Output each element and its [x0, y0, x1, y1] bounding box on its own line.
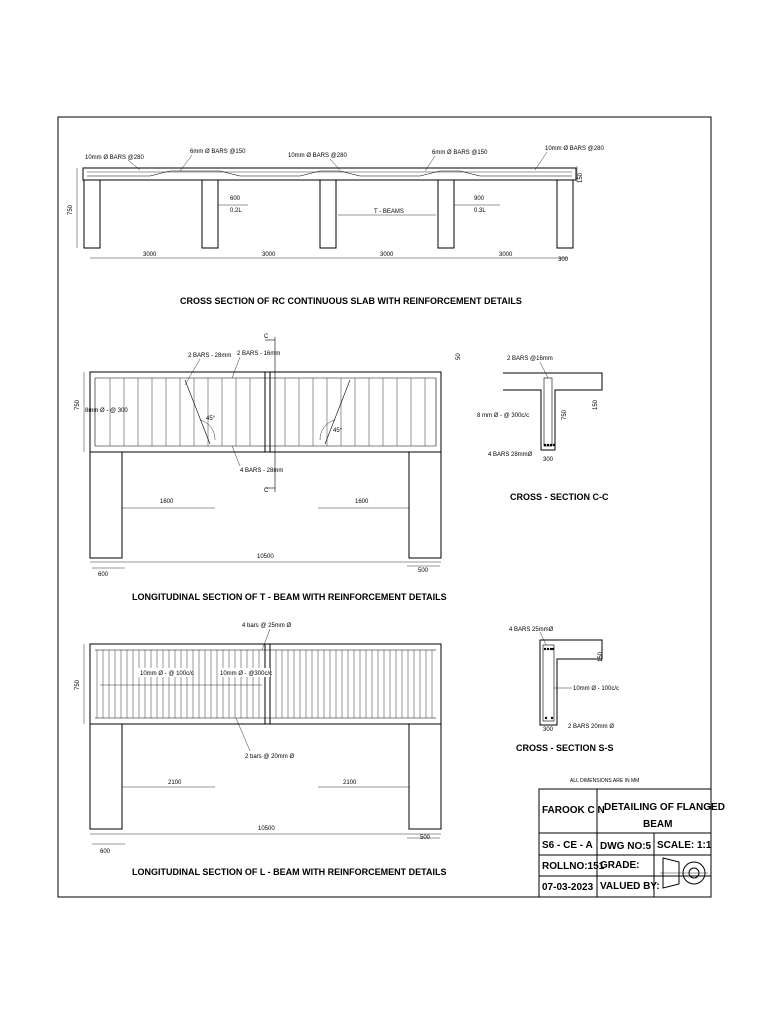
lsection-top: 4 BARS 25mmØ: [509, 627, 554, 633]
tsection-outline: [503, 373, 602, 450]
tbeam-top-1: 2 BARS - 28mm: [188, 353, 232, 359]
slab-main-bar: [87, 171, 572, 176]
tsection-stirrup: 8 mm Ø - @ 300c/c: [477, 413, 530, 419]
projection-symbol-icon: [660, 858, 708, 888]
lsection-bottom: 2 BARS 20mm Ø: [568, 724, 615, 730]
tbeam-span: 10500: [257, 554, 274, 560]
slab-beam-3: [320, 180, 336, 248]
lbeam-bottom: 2 bars @ 20mm Ø: [245, 754, 295, 760]
tbeam-cut-bot: C: [264, 488, 269, 494]
titleblock-grade: GRADE:: [600, 860, 640, 871]
slab-dim-02l: 0.2L: [230, 208, 242, 214]
slab-span-2: 3000: [262, 252, 276, 258]
tbeam-stirrup: 8mm Ø - @ 300: [85, 408, 128, 414]
lbeam-support-right: [409, 724, 441, 829]
tbeam-len-2: 1600: [355, 499, 369, 505]
slab-label-bars-6-150-a: 6mm Ø BARS @150: [190, 149, 246, 155]
titleblock-title-line-2: BEAM: [643, 819, 673, 830]
lbeam-title: LONGITUDINAL SECTION OF L - BEAM WITH REINFORCEMENT DETAILS: [132, 867, 447, 877]
tbeam-top-2: 2 BARS - 16mm: [237, 351, 281, 357]
tbeam-flange: 50: [456, 353, 462, 360]
lbeam-stirrup-2: 10mm Ø - @300c/c: [220, 671, 273, 677]
tbeam-bottom: 4 BARS - 28mm: [240, 468, 284, 474]
titleblock-dwg: DWG NO:5: [600, 841, 652, 852]
slab-label-bars-10-280-a: 10mm Ø BARS @280: [85, 155, 144, 161]
slab-end-dim: 300: [558, 257, 569, 263]
tsection-title: CROSS - SECTION C-C: [510, 492, 609, 502]
slab-depth: 750: [68, 204, 74, 215]
titleblock-title-line-1: DETAILING OF FLANGED: [604, 802, 725, 813]
slab-title: CROSS SECTION OF RC CONTINUOUS SLAB WITH REINFORCEMENT DETAILS: [180, 296, 522, 306]
tsection-web: 300: [543, 457, 554, 463]
titleblock-date: 07-03-2023: [542, 882, 594, 893]
titleblock-note: ALL DIMENSIONS ARE IN MM: [570, 778, 640, 784]
lbeam-stirrup-1: 10mm Ø - @ 100c/c: [140, 671, 194, 677]
titleblock-scale: SCALE: 1:1: [657, 840, 712, 851]
slab-beam-1: [84, 180, 100, 248]
tbeam-longitudinal: [75, 334, 462, 602]
tsection-flange: 150: [593, 399, 599, 410]
tsection-bottom: 4 BARS 28mmØ: [488, 452, 533, 458]
slab-section: [68, 146, 604, 306]
tsection-cc: [477, 356, 609, 502]
slab-dim-900: 900: [474, 196, 485, 202]
tbeam-sup-1: 600: [98, 572, 109, 578]
tbeam-angle-1: 45°: [206, 416, 216, 422]
tbeam-support-left: [90, 452, 122, 558]
titleblock-name: FAROOK C N: [542, 805, 605, 816]
tsection-depth: 750: [562, 409, 568, 420]
lbeam-len-1: 2100: [168, 780, 182, 786]
slab-span-4: 3000: [499, 252, 513, 258]
slab-beam-5: [557, 180, 573, 248]
lbeam-top: 4 bars @ 25mm Ø: [242, 623, 292, 629]
tbeam-angle-2: 45°: [333, 428, 343, 434]
tbeam-bentup-2: [325, 380, 350, 444]
lbeam-sup-2: 500: [420, 835, 431, 841]
slab-dim-600: 600: [230, 196, 241, 202]
slab-dim-03l: 0.3L: [474, 208, 486, 214]
titleblock-roll: ROLLNO:151: [542, 861, 605, 872]
slab-beam-4: [438, 180, 454, 248]
lsection-ss: [509, 627, 619, 753]
lsection-flange: 150: [598, 651, 604, 662]
title-block: [539, 778, 725, 897]
titleblock-class: S6 - CE - A: [542, 840, 593, 851]
lbeam-span: 10500: [258, 826, 275, 832]
lbeam-depth: 750: [75, 679, 81, 690]
lsection-stirrup: 10mm Ø - 100c/c: [573, 686, 620, 692]
lsection-title: CROSS - SECTION S-S: [516, 743, 614, 753]
slab-label-bars-6-150-b: 6mm Ø BARS @150: [432, 150, 488, 156]
slab-beam-2: [202, 180, 218, 248]
slab-label-bars-10-280-c: 10mm Ø BARS @280: [545, 146, 604, 152]
tsection-top: 2 BARS @16mm: [507, 356, 553, 362]
tbeam-stirrups: [110, 378, 425, 446]
slab-span-3: 3000: [380, 252, 394, 258]
tbeam-depth: 750: [75, 399, 81, 410]
lsection-web: 300: [543, 727, 554, 733]
lsection-outline: [540, 640, 602, 725]
lbeam-len-2: 2100: [343, 780, 357, 786]
tbeam-title: LONGITUDINAL SECTION OF T - BEAM WITH REINFORCEMENT DETAILS: [132, 592, 447, 602]
tbeam-cut-top: C: [264, 334, 269, 340]
slab-thickness: 150: [578, 172, 584, 183]
lbeam-sup-1: 600: [100, 849, 111, 855]
slab-span-1: 3000: [143, 252, 157, 258]
slab-tbeams-label: T - BEAMS: [374, 209, 404, 215]
slab-label-bars-10-280-b: 10mm Ø BARS @280: [288, 153, 347, 159]
tbeam-len-1: 1600: [160, 499, 174, 505]
tbeam-support-right: [409, 452, 441, 558]
lbeam-support-left: [90, 724, 122, 829]
titleblock-valued: VALUED BY:: [600, 881, 660, 892]
tbeam-bentup-1: [185, 380, 210, 444]
tbeam-sup-2: 500: [418, 568, 429, 574]
lbeam-longitudinal: [75, 623, 447, 877]
